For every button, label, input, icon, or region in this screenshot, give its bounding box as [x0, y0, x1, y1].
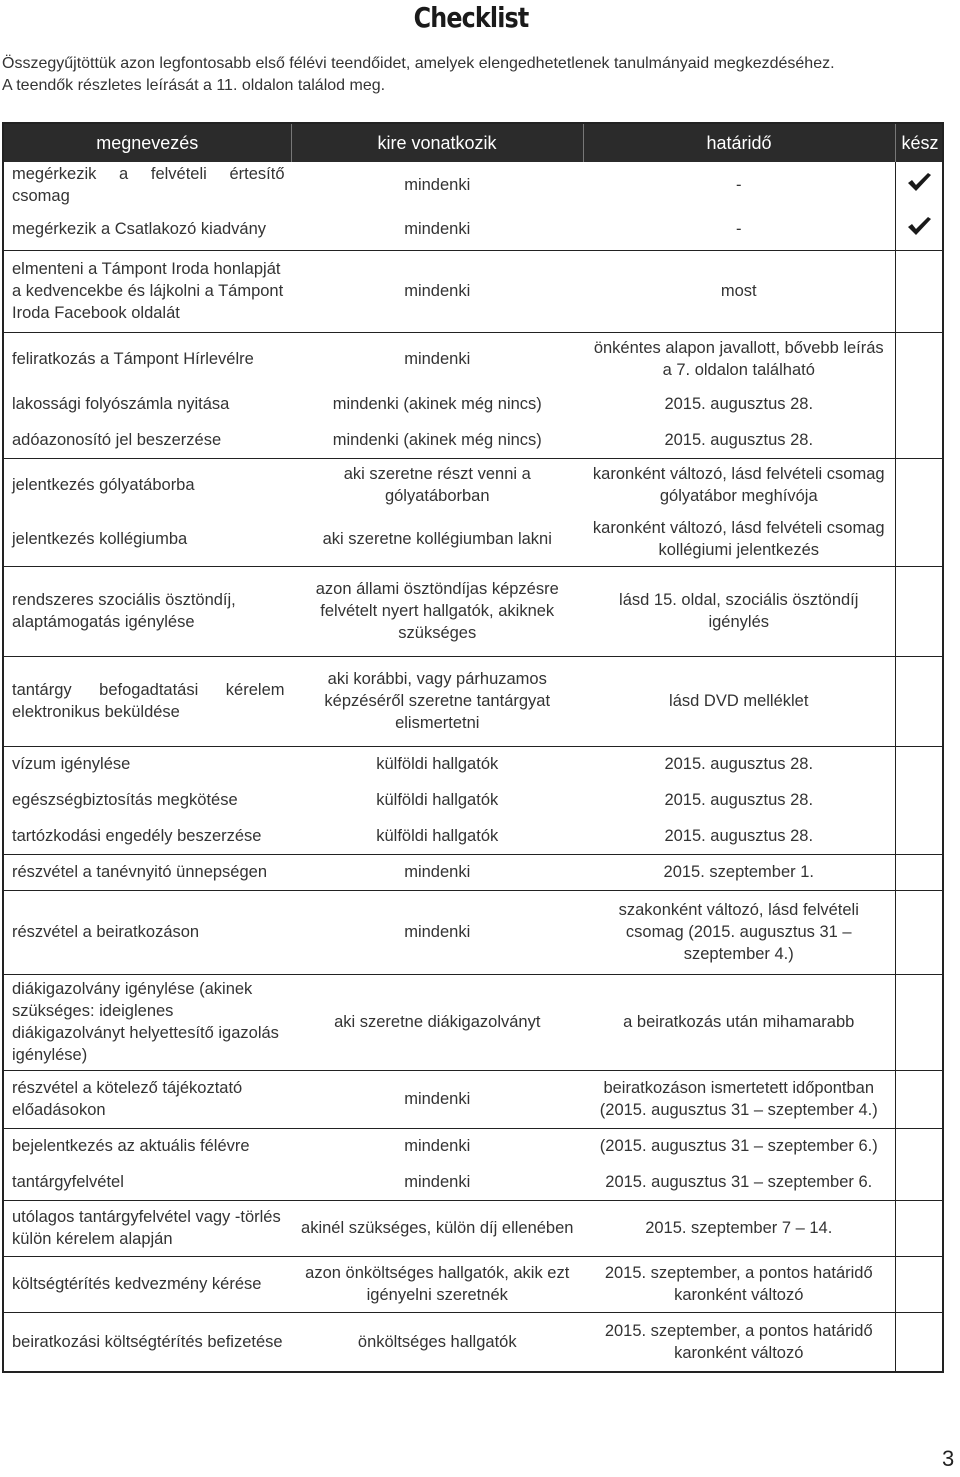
done-cell — [895, 208, 943, 250]
table-row — [3, 1200, 943, 1256]
deadline-cell: lásd 15. oldal, szociális ösztöndíj igénylés — [583, 566, 895, 656]
done-cell — [895, 386, 943, 422]
intro-line-2: A teendők részletes leírását a 11. oldalon találod meg. — [2, 77, 386, 94]
task-cell: tantárgyfelvétel — [3, 1164, 291, 1200]
who-cell: mindenki — [291, 208, 583, 250]
who-cell: akinél szükséges, külön díj ellenében — [291, 1200, 583, 1256]
deadline-cell: 2015. augusztus 31 – szeptember 6. — [583, 1164, 895, 1200]
table-row — [3, 332, 943, 386]
who-cell: mindenki — [291, 250, 583, 332]
done-cell — [895, 250, 943, 332]
who-cell: külföldi hallgatók — [291, 818, 583, 854]
task-cell: beiratkozási költségtérítés befizetése — [12, 1332, 283, 1351]
deadline-cell: 2015. szeptember 7 – 14. — [583, 1200, 895, 1256]
table-row — [3, 566, 943, 656]
deadline-cell: lásd DVD melléklet — [583, 656, 895, 746]
task-cell: részvétel a tanévnyitó ünnepségen — [3, 854, 291, 890]
deadline-cell: a beiratkozás után mihamarabb — [583, 974, 895, 1070]
who-cell: aki szeretne részt venni a gólyatáborban — [343, 465, 531, 506]
who-cell: önköltséges hallgatók — [357, 1332, 517, 1351]
done-cell — [895, 746, 943, 782]
deadline-cell: karonként változó, lásd felvételi csomag kollégiumi jelentkezés — [583, 512, 895, 566]
done-cell — [895, 656, 943, 746]
header-task: megnevezés — [3, 123, 291, 162]
who-cell: aki korábbi, vagy párhuzamos képzéséről szeretne tantárgyat elismertetni — [291, 656, 583, 746]
intro-line-1: Összegyűjtöttük azon legfontosabb első félévi teendőidet, amelyek elengedhetetlenek tanulmányaid megkezdéséhez. — [2, 55, 835, 72]
page-number: 3 — [942, 1446, 955, 1471]
who-cell: mindenki (akinek még nincs) — [291, 422, 583, 458]
deadline-cell: (2015. augusztus 31 – szeptember 6.) — [599, 1137, 878, 1156]
deadline-cell: szakonként változó, lásd felvételi csomag (2015. augusztus 31 – szeptember 4.) — [583, 890, 895, 974]
task-cell: jelentkezés kollégiumba — [3, 512, 291, 566]
who-cell: mindenki — [291, 1164, 583, 1200]
who-cell: mindenki — [291, 1070, 583, 1128]
task-cell: tantárgy befogadtatási kérelem elektronikus beküldése — [3, 656, 291, 746]
deadline-cell: 2015. augusztus 28. — [664, 791, 814, 809]
table-row — [3, 208, 943, 250]
table-row — [3, 1070, 943, 1128]
task-cell: bejelentkezés az aktuális félévre — [12, 1137, 250, 1156]
deadline-cell: - — [736, 176, 742, 194]
done-cell — [895, 1312, 943, 1372]
who-cell: aki szeretne diákigazolványt — [291, 974, 583, 1070]
table-row — [3, 818, 943, 854]
task-cell: adóazonosító jel beszerzése — [3, 422, 291, 458]
task-cell: feliratkozás a Támpont Hírlevélre — [12, 350, 254, 369]
table-row — [3, 458, 943, 512]
deadline-cell: 2015. augusztus 28. — [583, 818, 895, 854]
done-cell — [895, 1200, 943, 1256]
done-cell — [895, 512, 943, 566]
table-row — [3, 854, 943, 890]
table-row — [3, 974, 943, 1070]
table-row — [3, 422, 943, 458]
who-cell: mindenki — [404, 350, 471, 369]
table-row — [3, 746, 943, 782]
done-cell — [895, 332, 943, 386]
done-cell — [895, 1164, 943, 1200]
who-cell: azon önköltséges hallgatók, akik ezt igényelni szeretnék — [291, 1256, 583, 1312]
task-cell: költségtérítés kedvezmény kérése — [3, 1256, 291, 1312]
task-cell: vízum igénylése — [12, 755, 131, 774]
table-row — [3, 656, 943, 746]
who-cell: külföldi hallgatók — [376, 791, 499, 809]
who-cell: mindenki (akinek még nincs) — [332, 395, 542, 413]
intro-paragraph — [2, 53, 952, 97]
who-cell: mindenki — [291, 890, 583, 974]
deadline-cell: 2015. szeptember, a pontos határidő karonként változó — [604, 1321, 873, 1362]
done-cell — [895, 1070, 943, 1128]
done-cell — [895, 818, 943, 854]
table-row — [3, 890, 943, 974]
table-row — [3, 1312, 943, 1372]
table-row — [3, 1256, 943, 1312]
deadline-cell: karonként változó, lásd felvételi csomag gólyatábor meghívója — [592, 465, 885, 506]
page-title: Checklist — [413, 1, 529, 34]
done-cell — [895, 890, 943, 974]
task-cell: megérkezik a Csatlakozó kiadvány — [3, 208, 291, 250]
table-row — [3, 1164, 943, 1200]
table-header-row — [3, 123, 943, 162]
who-cell: mindenki — [404, 176, 471, 194]
who-cell: azon állami ösztöndíjas képzésre felvételt nyert hallgatók, akiknek szükséges — [291, 566, 583, 656]
header-done: kész — [895, 123, 943, 162]
header-who: kire vonatkozik — [291, 123, 583, 162]
task-cell: utólagos tantárgyfelvétel vagy -törlés külön kérelem alapján — [3, 1200, 291, 1256]
task-cell: egészségbiztosítás megkötése — [12, 791, 238, 809]
done-cell — [895, 162, 943, 208]
done-cell — [895, 1128, 943, 1164]
done-cell — [895, 458, 943, 512]
table-row — [3, 782, 943, 818]
table-row — [3, 512, 943, 566]
deadline-cell: beiratkozáson ismertetett időpontban (2015. augusztus 31 – szeptember 4.) — [583, 1070, 895, 1128]
task-cell: tartózkodási engedély beszerzése — [3, 818, 291, 854]
task-cell: rendszeres szociális ösztöndíj, alaptámogatás igénylése — [3, 566, 291, 656]
done-cell — [895, 974, 943, 1070]
deadline-cell: - — [583, 208, 895, 250]
task-cell: jelentkezés gólyatáborba — [12, 476, 195, 495]
who-cell: mindenki — [291, 854, 583, 890]
done-cell — [895, 782, 943, 818]
task-cell: megérkezik a felvételi értesítő csomag — [12, 165, 285, 205]
deadline-cell: most — [583, 250, 895, 332]
who-cell: aki szeretne kollégiumban lakni — [291, 512, 583, 566]
deadline-cell: 2015. augusztus 28. — [583, 422, 895, 458]
task-cell: lakossági folyószámla nyitása — [12, 395, 230, 413]
table-row — [3, 386, 943, 422]
done-cell — [895, 566, 943, 656]
header-deadline: határidő — [583, 123, 895, 162]
checkmark-icon — [906, 215, 932, 237]
table-row — [3, 162, 943, 208]
table-row — [3, 250, 943, 332]
deadline-cell: 2015. szeptember, a pontos határidő karonként változó — [583, 1256, 895, 1312]
table-row — [3, 1128, 943, 1164]
task-cell: diákigazolvány igénylése (akinek szükséges: ideiglenes diákigazolványt helyettesítő igazolás igénylése) — [3, 974, 291, 1070]
who-cell: külföldi hallgatók — [376, 755, 499, 774]
task-cell: részvétel a kötelező tájékoztató előadásokon — [3, 1070, 291, 1128]
who-cell: mindenki — [404, 1137, 471, 1156]
deadline-cell: 2015. szeptember 1. — [583, 854, 895, 890]
deadline-cell: 2015. augusztus 28. — [664, 395, 814, 413]
checklist-table — [2, 122, 944, 1373]
deadline-cell: önkéntes alapon javallott, bővebb leírás a 7. oldalon található — [593, 339, 884, 380]
done-cell — [895, 422, 943, 458]
checkmark-icon — [906, 171, 932, 193]
task-cell: elmenteni a Támpont Iroda honlapját a kedvencekbe és lájkolni a Támpont Iroda Facebook oldalát — [3, 250, 291, 332]
done-cell — [895, 854, 943, 890]
deadline-cell: 2015. augusztus 28. — [664, 755, 814, 774]
done-cell — [895, 1256, 943, 1312]
task-cell: részvétel a beiratkozáson — [3, 890, 291, 974]
